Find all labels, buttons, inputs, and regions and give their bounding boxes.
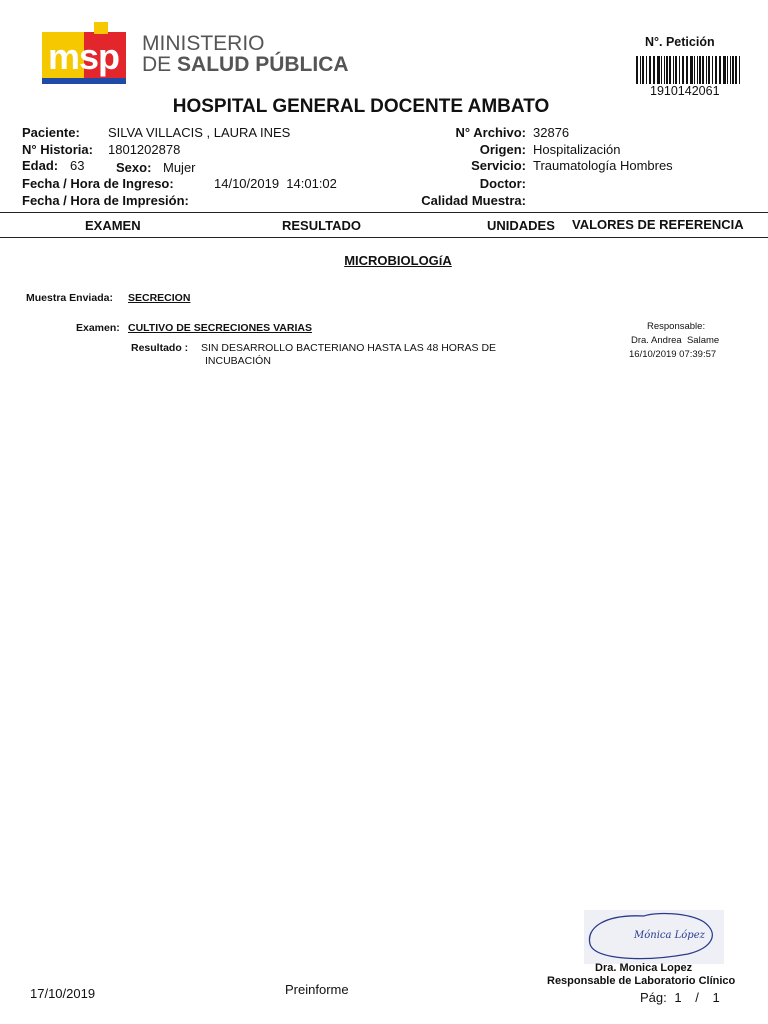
request-label: N°. Petición bbox=[645, 35, 715, 49]
edad-value: 63 bbox=[70, 158, 85, 173]
section-title: MICROBIOLOGíA bbox=[344, 253, 452, 268]
servicio-label: Servicio: bbox=[471, 158, 526, 173]
barcode-bar bbox=[730, 56, 731, 84]
page-current: 1 bbox=[674, 990, 682, 1005]
page-sep: / bbox=[695, 990, 699, 1005]
result-line2: INCUBACIÓN bbox=[205, 355, 271, 367]
barcode-bar bbox=[664, 56, 665, 84]
msp-logo bbox=[42, 22, 130, 86]
barcode-bar bbox=[732, 56, 734, 84]
logo-mark-text: msp bbox=[48, 36, 120, 77]
barcode-bar bbox=[675, 56, 677, 84]
header-bottom-rule bbox=[0, 237, 768, 238]
barcode-bar bbox=[723, 56, 726, 84]
barcode-bar bbox=[679, 56, 680, 84]
col-unidades: UNIDADES bbox=[487, 218, 555, 233]
responsible-label: Responsable: bbox=[647, 321, 706, 332]
sexo-label: Sexo: bbox=[116, 160, 152, 175]
hospital-title: HOSPITAL GENERAL DOCENTE AMBATO bbox=[172, 96, 550, 117]
result-label: Resultado : bbox=[131, 342, 189, 354]
page-label: Pág: bbox=[640, 990, 667, 1005]
barcode-bar bbox=[666, 56, 668, 84]
barcode-bar bbox=[640, 56, 641, 84]
barcode-bar bbox=[708, 56, 710, 84]
barcode-bar bbox=[697, 56, 698, 84]
barcode-bar bbox=[636, 56, 638, 84]
historia-value: 1801202878 bbox=[108, 142, 181, 157]
barcode-bar bbox=[735, 56, 737, 84]
ingreso-label: Fecha / Hora de Ingreso: bbox=[22, 176, 174, 191]
barcode-bar bbox=[702, 56, 704, 84]
signer-role: Responsable de Laboratorio Clínico bbox=[547, 975, 736, 987]
barcode bbox=[636, 56, 740, 84]
exam-label: Examen: bbox=[76, 322, 120, 334]
edad-label: Edad: bbox=[22, 158, 59, 173]
barcode-bar bbox=[712, 56, 713, 84]
doctor-label: Doctor: bbox=[479, 176, 526, 191]
sexo-value: Mujer bbox=[163, 160, 196, 175]
barcode-bar bbox=[699, 56, 701, 84]
barcode-bar bbox=[727, 56, 728, 84]
signer-name: Dra. Monica Lopez bbox=[595, 962, 693, 974]
barcode-bar bbox=[673, 56, 674, 84]
sample-label: Muestra Enviada: bbox=[26, 292, 113, 304]
origen-label: Origen: bbox=[479, 142, 526, 157]
header-top-rule bbox=[0, 212, 768, 213]
calidad-label: Calidad Muestra: bbox=[421, 193, 526, 208]
barcode-bar bbox=[686, 56, 688, 84]
barcode-bar bbox=[653, 56, 655, 84]
responsible-datetime: 16/10/2019 07:39:57 bbox=[629, 349, 717, 360]
barcode-bar bbox=[690, 56, 693, 84]
barcode-bar bbox=[649, 56, 651, 84]
ingreso-value: 14/10/2019 14:01:02 bbox=[214, 176, 337, 191]
historia-label: N° Historia: bbox=[22, 142, 93, 157]
archivo-label: N° Archivo: bbox=[455, 125, 526, 140]
impresion-label: Fecha / Hora de Impresión: bbox=[22, 193, 189, 208]
footer-status: Preinforme bbox=[285, 982, 349, 997]
signature-image bbox=[584, 910, 724, 964]
barcode-bar bbox=[739, 56, 740, 84]
exam-name: CULTIVO DE SECRECIONES VARIAS bbox=[128, 322, 312, 334]
barcode-bar bbox=[657, 56, 660, 84]
signature-script: Mónica López bbox=[634, 930, 705, 941]
footer-date: 17/10/2019 bbox=[30, 986, 96, 1001]
page-indicator bbox=[640, 990, 720, 1005]
barcode-bar bbox=[669, 56, 671, 84]
barcode-bar bbox=[661, 56, 662, 84]
ministry-line2-prefix: DE bbox=[142, 53, 172, 76]
ministry-line2 bbox=[142, 53, 349, 77]
barcode-bar bbox=[646, 56, 647, 84]
paciente-label: Paciente: bbox=[22, 125, 80, 140]
col-resultado: RESULTADO bbox=[282, 218, 361, 233]
archivo-value: 32876 bbox=[533, 125, 570, 140]
barcode-bar bbox=[642, 56, 644, 84]
logo-yellow-notch bbox=[94, 22, 108, 34]
logo-blue-stripe bbox=[42, 78, 126, 84]
barcode-bar bbox=[694, 56, 695, 84]
ministry-line1: MINISTERIO bbox=[142, 32, 265, 55]
result-line1: SIN DESARROLLO BACTERIANO HASTA LAS 48 HORAS DE bbox=[201, 342, 497, 354]
col-examen: EXAMEN bbox=[85, 218, 141, 233]
ministry-line2-bold: SALUD PÚBLICA bbox=[177, 53, 349, 76]
col-referencia: VALORES DE REFERENCIA bbox=[572, 217, 744, 232]
request-number: 1910142061 bbox=[650, 84, 720, 98]
barcode-bar bbox=[715, 56, 717, 84]
barcode-bar bbox=[706, 56, 707, 84]
barcode-bar bbox=[719, 56, 721, 84]
barcode-bar bbox=[682, 56, 684, 84]
sample-value: SECRECION bbox=[128, 292, 191, 304]
origen-value: Hospitalización bbox=[533, 142, 621, 157]
page-total: 1 bbox=[712, 990, 720, 1005]
paciente-value: SILVA VILLACIS , LAURA INES bbox=[108, 125, 291, 140]
servicio-value: Traumatología Hombres bbox=[533, 158, 673, 173]
responsible-name: Dra. Andrea Salame bbox=[631, 335, 720, 346]
